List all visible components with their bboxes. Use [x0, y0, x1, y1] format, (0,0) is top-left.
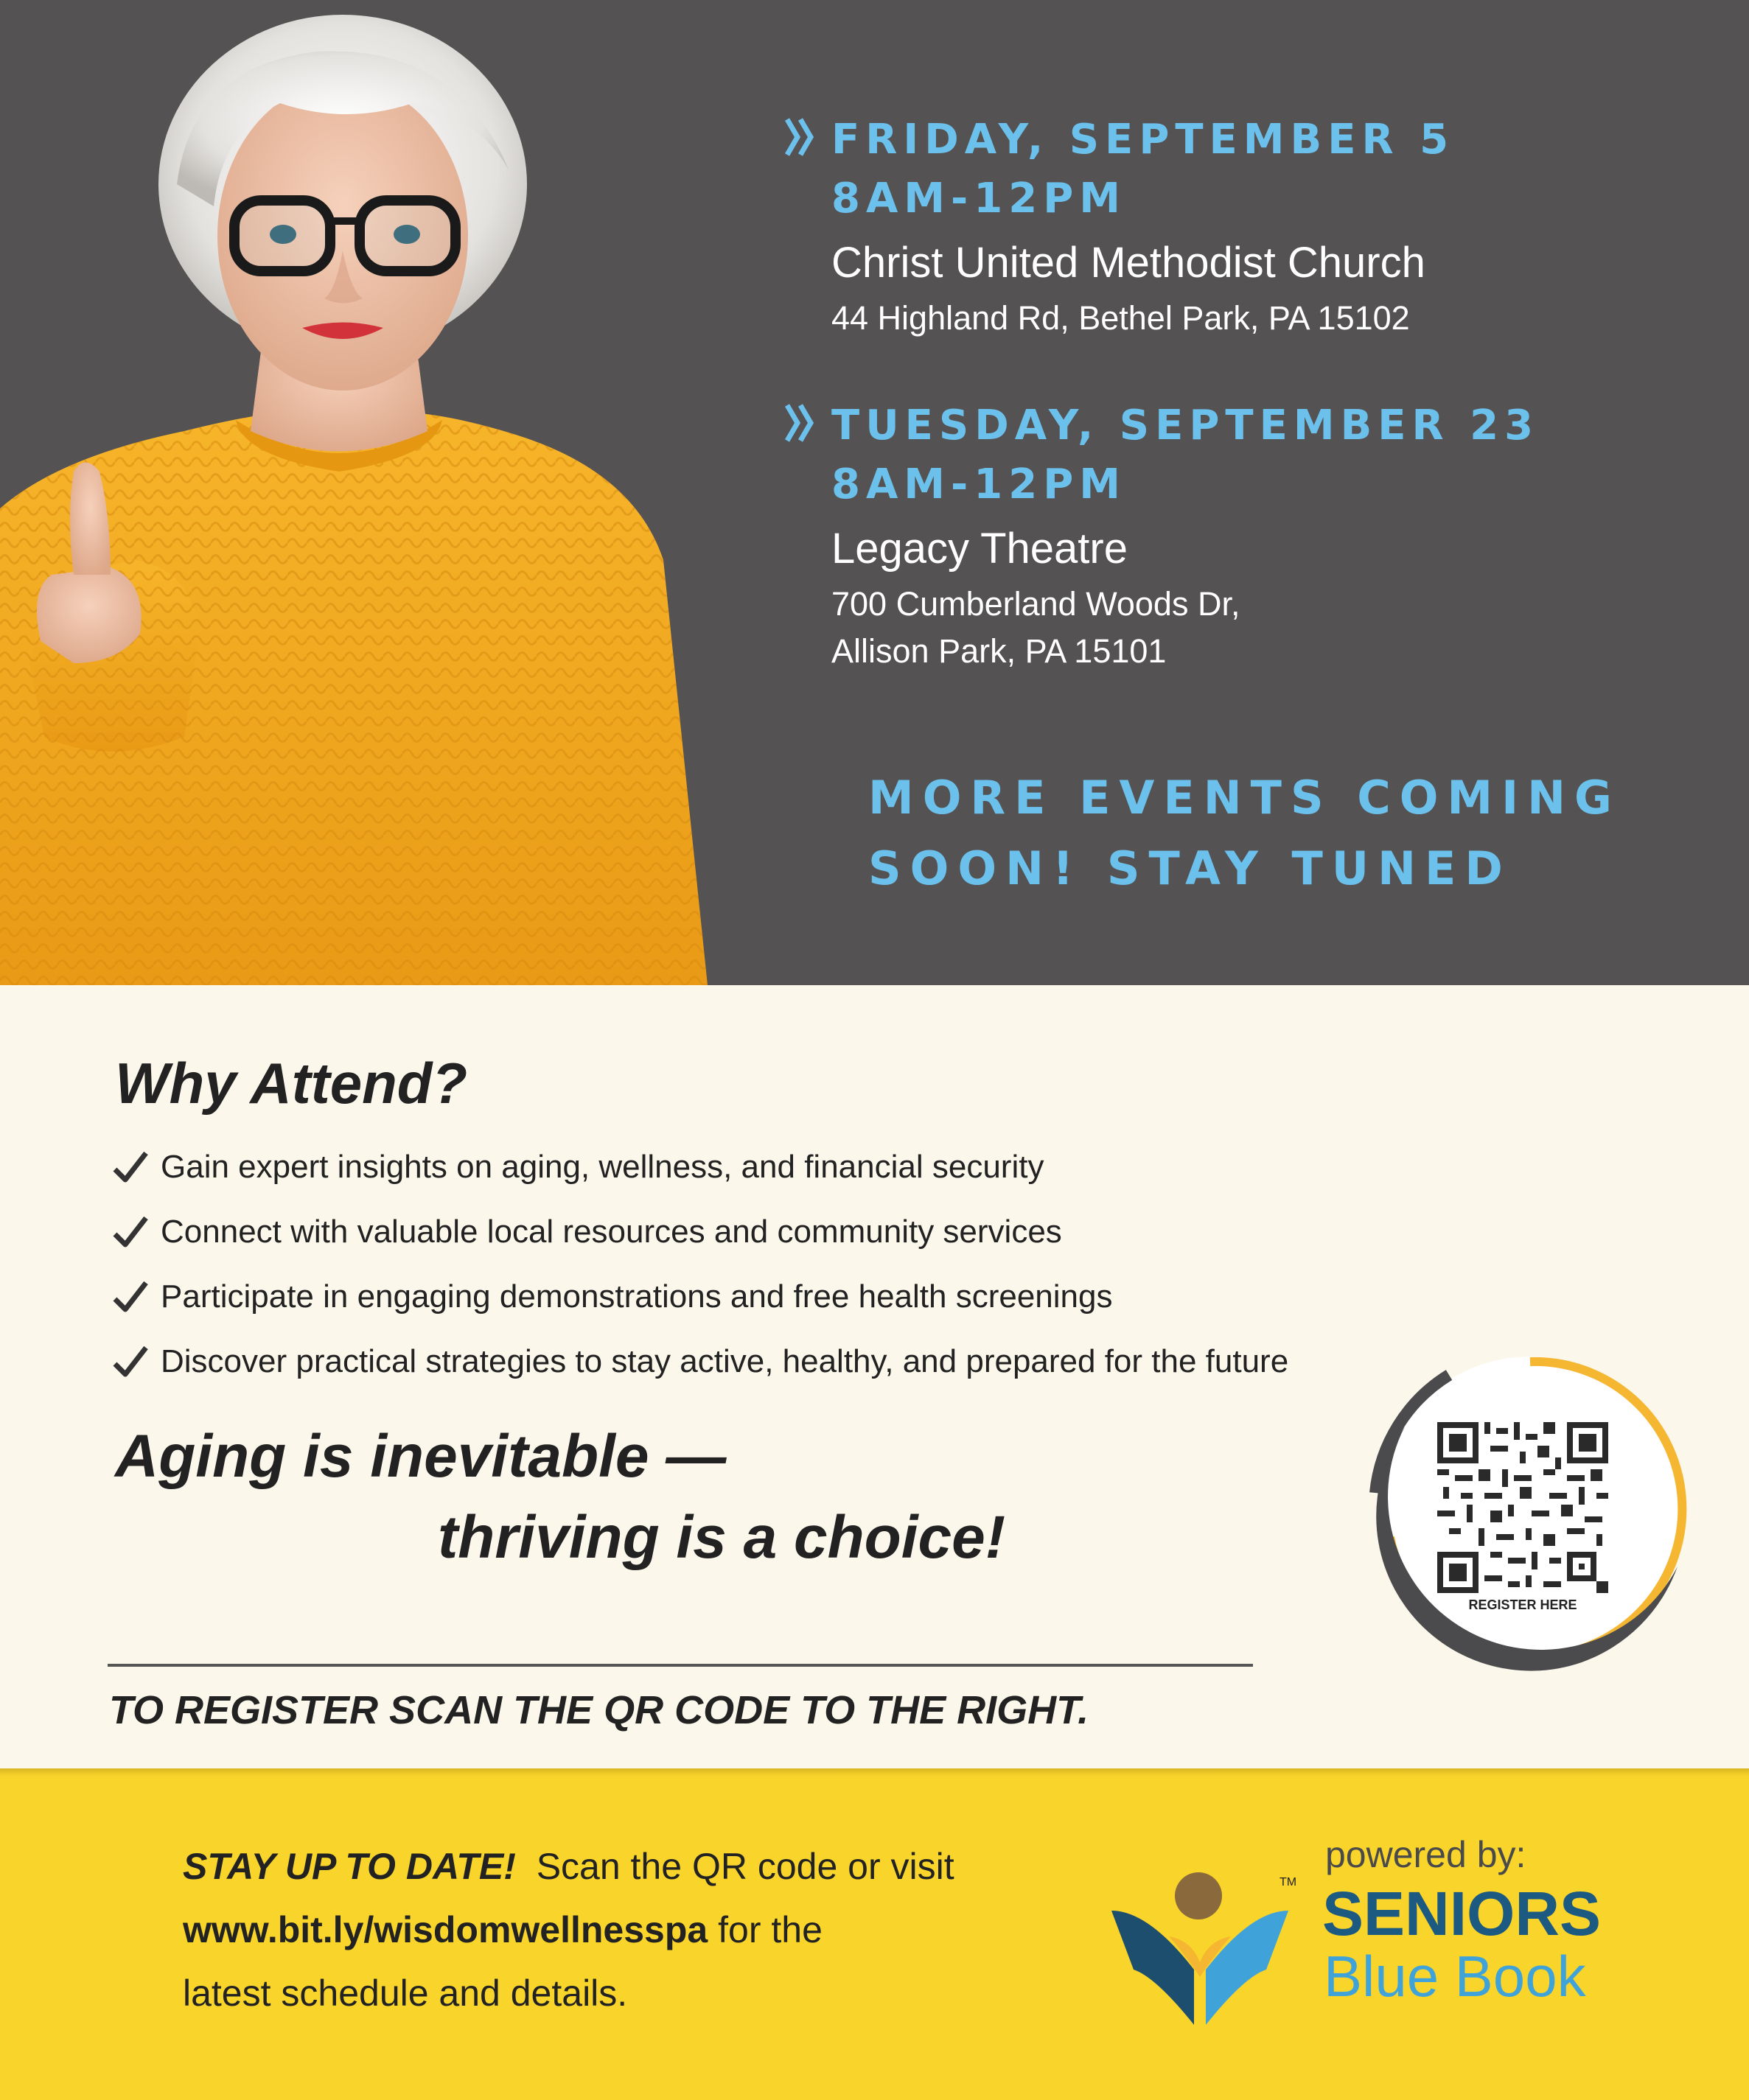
event-address: 700 Cumberland Woods Dr,	[831, 585, 1240, 623]
list-item	[111, 1329, 1437, 1394]
stay-text2: for the	[718, 1909, 823, 1950]
event-address-line2: Allison Park, PA 15101	[831, 632, 1167, 670]
tagline-line2: thriving is a choice!	[438, 1504, 1006, 1571]
checkmark-icon	[111, 1147, 150, 1187]
website-link[interactable]: www.bit.ly/wisdomwellnesspa	[183, 1909, 708, 1950]
senior-woman-photo	[0, 0, 722, 985]
event-address: 44 Highland Rd, Bethel Park, PA 15102	[831, 299, 1410, 337]
trademark: TM	[1280, 1876, 1297, 1889]
event-time: 8AM-12PM	[831, 461, 1126, 508]
benefit-list	[111, 1135, 1437, 1394]
event-time: 8AM-12PM	[831, 175, 1126, 223]
more-events-line1: MORE EVENTS COMING	[868, 771, 1621, 825]
event-date: FRIDAY, SEPTEMBER 5	[831, 116, 1455, 164]
event-tuesday	[831, 396, 1716, 675]
stay-text1: Scan the QR code or visit	[536, 1846, 954, 1887]
stay-line1	[183, 1835, 1067, 1898]
event-friday	[831, 111, 1716, 342]
qr-label: REGISTER HERE	[1468, 1597, 1577, 1612]
qr-code-icon[interactable]	[1437, 1422, 1608, 1593]
more-events-notice	[868, 763, 1716, 904]
benefit-text: Connect with valuable local resources and community services	[161, 1214, 1062, 1250]
benefit-text: Participate in engaging demonstrations and free health screenings	[161, 1278, 1113, 1315]
event-panel	[0, 0, 1749, 985]
why-attend-heading: Why Attend?	[115, 1051, 468, 1116]
benefit-text: Gain expert insights on aging, wellness, and financial security	[161, 1149, 1044, 1185]
stay-text3: latest schedule and details.	[183, 1973, 628, 2014]
brand-name-line2: Blue Book	[1324, 1944, 1586, 2009]
chevron-right-icon	[784, 116, 817, 158]
footer-shadow	[0, 1768, 1749, 1776]
divider	[108, 1664, 1253, 1667]
tagline-line1: Aging is inevitable —	[115, 1423, 727, 1490]
stay-line2	[183, 1898, 1067, 1961]
benefit-text: Discover practical strategies to stay active, healthy, and prepared for the future	[161, 1343, 1289, 1379]
event-venue: Legacy Theatre	[831, 525, 1128, 573]
list-item	[111, 1264, 1437, 1329]
event-date: TUESDAY, SEPTEMBER 23	[831, 402, 1540, 449]
open-book-person-logo-icon	[1104, 1866, 1296, 2029]
register-instruction: TO REGISTER SCAN THE QR CODE TO THE RIGHT.	[109, 1688, 1089, 1732]
stay-updated-text	[183, 1835, 1067, 2025]
list-item	[111, 1135, 1437, 1200]
checkmark-icon	[111, 1277, 150, 1317]
list-item	[111, 1200, 1437, 1264]
checkmark-icon	[111, 1342, 150, 1382]
checkmark-icon	[111, 1212, 150, 1252]
stay-lead: STAY UP TO DATE!	[183, 1846, 516, 1887]
more-events-line2: SOON! STAY TUNED	[868, 841, 1512, 895]
event-list	[831, 111, 1716, 675]
brand-name-line1: SENIORS	[1322, 1879, 1602, 1948]
event-venue: Christ United Methodist Church	[831, 239, 1425, 287]
chevron-right-icon	[784, 402, 817, 444]
powered-by-label: powered by:	[1325, 1834, 1526, 1875]
